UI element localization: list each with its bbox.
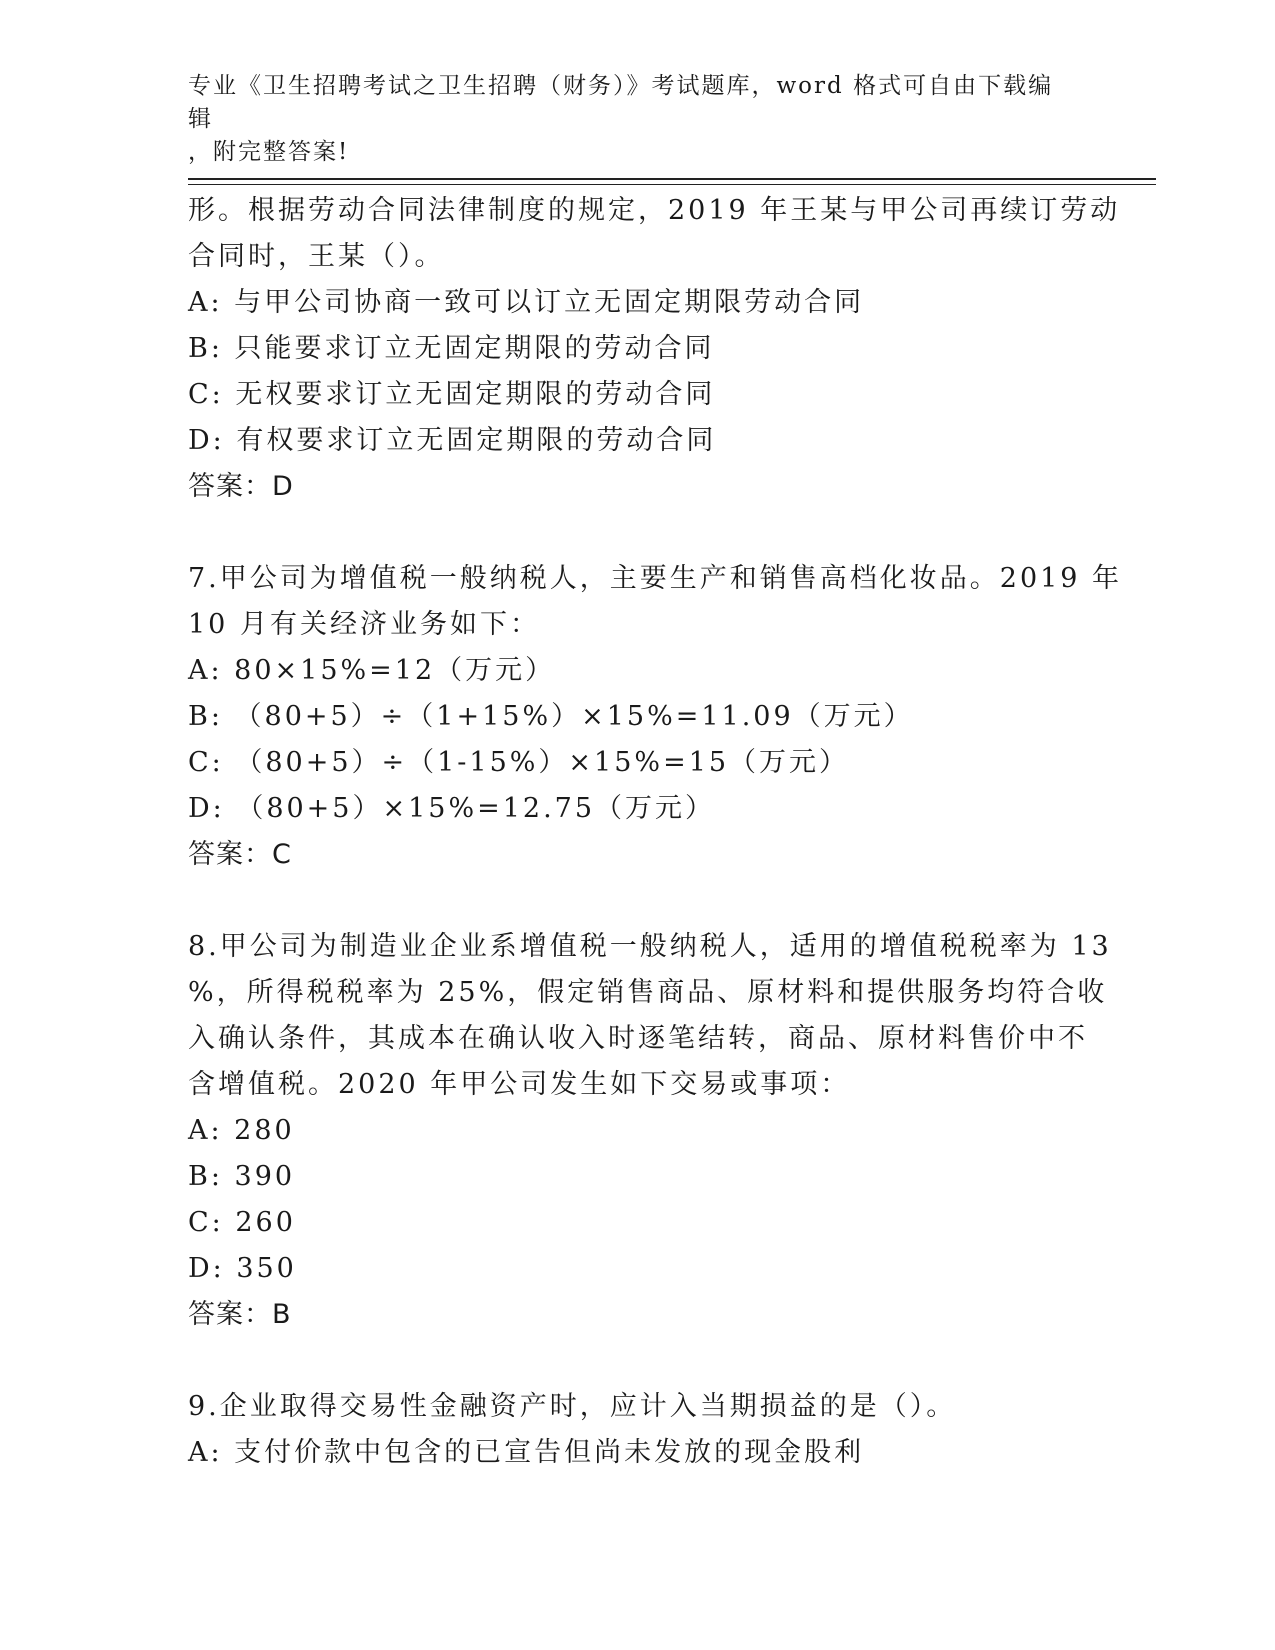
q6-stem-line-1: 形。根据劳动合同法律制度的规定，2019 年王某与甲公司再续订劳动	[188, 195, 1121, 226]
question-7	[188, 556, 1123, 878]
header-rule-thick	[188, 178, 1156, 180]
q8-stem-line-2: %，所得税税率为 25%，假定销售商品、原材料和提供服务均符合收	[188, 977, 1108, 1008]
q9-stem-line-1: 9.企业取得交易性金融资产时，应计入当期损益的是（）。	[188, 1391, 957, 1422]
header-rule-thin	[188, 184, 1156, 185]
q7-stem-line-2: 10 月有关经济业务如下：	[188, 609, 540, 640]
q9-option-a: A: 支付价款中包含的已宣告但尚未发放的现金股利	[188, 1437, 865, 1468]
q7-answer: 答案：C	[188, 839, 292, 870]
q8-stem-line-1: 8.甲公司为制造业企业系增值税一般纳税人，适用的增值税税率为 13	[188, 931, 1112, 962]
spacer	[188, 1338, 1088, 1384]
question-9	[188, 1384, 1088, 1476]
spacer	[188, 510, 1088, 556]
question-content	[188, 188, 1123, 1476]
q7-option-c: C: （80+5）÷（1-15%）×15%=15（万元）	[188, 747, 850, 778]
q7-option-a: A: 80×15%=12（万元）	[188, 655, 556, 686]
question-8	[188, 924, 1112, 1338]
q7-stem-line-1: 7.甲公司为增值税一般纳税人，主要生产和销售高档化妆品。2019 年	[188, 563, 1123, 594]
document-header	[188, 70, 1068, 169]
header-line-1: 专业《卫生招聘考试之卫生招聘（财务）》考试题库，word 格式可自由下载编辑	[188, 73, 1054, 132]
q7-option-d: D: （80+5）×15%=12.75（万元）	[188, 793, 716, 824]
question-6	[188, 188, 1121, 510]
q8-option-d: D: 350	[188, 1253, 297, 1284]
header-line-2: ，附完整答案!	[188, 139, 350, 165]
q8-option-c: C: 260	[188, 1207, 296, 1238]
q6-option-c: C: 无权要求订立无固定期限的劳动合同	[188, 379, 716, 410]
spacer	[188, 878, 1088, 924]
q8-option-a: A: 280	[188, 1115, 295, 1146]
q6-stem-line-2: 合同时，王某（）。	[188, 241, 445, 272]
q8-answer: 答案：B	[188, 1299, 292, 1330]
q8-stem-line-4: 含增值税。2020 年甲公司发生如下交易或事项：	[188, 1069, 851, 1100]
q7-option-b: B: （80+5）÷（1+15%）×15%=11.09（万元）	[188, 701, 914, 732]
q6-option-a: A: 与甲公司协商一致可以订立无固定期限劳动合同	[188, 287, 865, 318]
q8-stem-line-3: 入确认条件，其成本在确认收入时逐笔结转，商品、原材料售价中不	[188, 1023, 1088, 1054]
q6-option-d: D: 有权要求订立无固定期限的劳动合同	[188, 425, 717, 456]
q6-option-b: B: 只能要求订立无固定期限的劳动合同	[188, 333, 715, 364]
q8-option-b: B: 390	[188, 1161, 296, 1192]
q6-answer: 答案：D	[188, 471, 294, 502]
